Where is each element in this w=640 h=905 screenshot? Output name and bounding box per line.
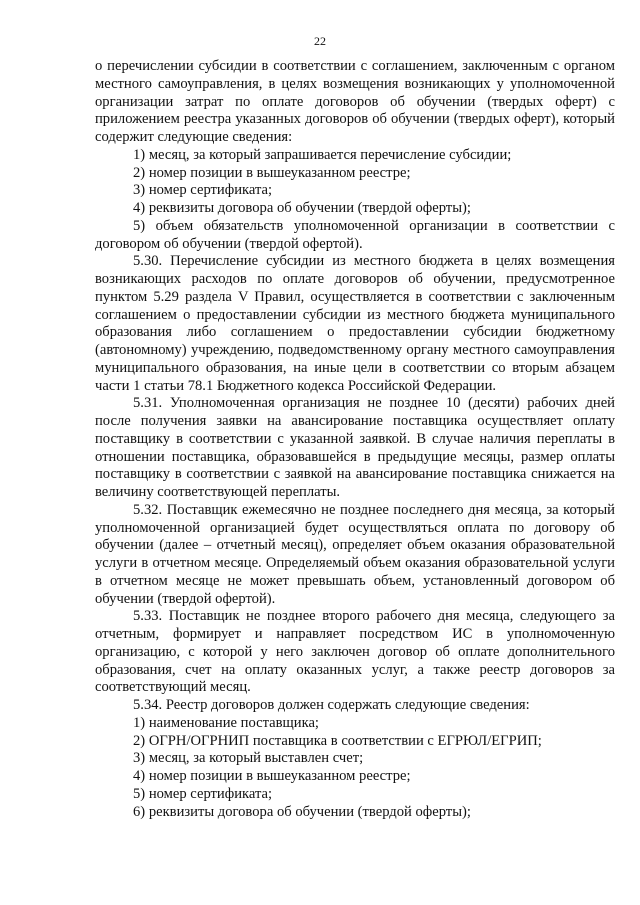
list-item-text: месяц, за который запрашивается перечисление субсидии;	[145, 146, 512, 163]
list-item	[95, 786, 615, 804]
list-item-number: 3)	[133, 182, 146, 199]
list-item-number: 4)	[133, 768, 146, 784]
list-item	[95, 147, 615, 165]
list-item	[95, 715, 615, 733]
list-item-text: номер позиции в вышеуказанном реестре;	[145, 164, 411, 181]
paragraph-5-30: 5.30. Перечисление субсидии из местного бюджета в целях возмещения возникающих расходов по оплате договоров об обучении, предусмотренное пунктом 5.29 раздела V Правил, осуществляется в соответствии с заключенным соглашением о предоставлении субсидии из местного бюджета муниципального образования либо соглашением о предоставлении субсидии бюджетному (автономному) учреждению, подведомственному органу местного самоуправления муниципального образования, на иные цели в соответствии со вторым абзацем части 1 статьи 78.1 Бюджетного кодекса Российской Федерации.	[95, 253, 615, 394]
list-item-number: 1)	[133, 146, 146, 163]
list-item	[95, 165, 615, 183]
list-item-number: 5)	[133, 217, 146, 234]
list-item-text: номер сертификата;	[145, 182, 273, 199]
list-item-text: номер позиции в вышеуказанном реестре;	[145, 768, 411, 784]
list-item	[95, 804, 615, 822]
list-item-text: наименование поставщика;	[145, 714, 319, 731]
list-item-number: 5)	[133, 785, 146, 802]
list-item	[95, 750, 615, 768]
list-item	[95, 218, 615, 254]
list-item-text: реквизиты договора об обучении (твердой оферты);	[145, 803, 471, 820]
paragraph-5-34: 5.34. Реестр договоров должен содержать следующие сведения:	[133, 697, 530, 713]
subsidy-request-list	[95, 147, 615, 254]
list-item	[95, 200, 615, 218]
list-item	[95, 733, 615, 751]
list-item-text: объем обязательств уполномоченной организации в соответствии с договором об обучении (твердой офертой).	[95, 217, 615, 252]
list-item-text: месяц, за который выставлен счет;	[145, 750, 364, 767]
list-item-text: ОГРН/ОГРНИП поставщика в соответствии с ЕГРЮЛ/ЕГРИП;	[145, 732, 542, 749]
list-item	[95, 182, 615, 200]
paragraph-5-33: 5.33. Поставщик не позднее второго рабочего дня месяца, следующего за отчетным, формирует и направляет посредством ИС в уполномоченную организацию, с которой у него заключен договор об оплате дополнительного образования, счет на оплату оказанных услуг, а также реестр договоров за соответствующий месяц.	[95, 608, 615, 696]
paragraph-5-31: 5.31. Уполномоченная организация не позднее 10 (десяти) рабочих дней после получения заявки на авансирование поставщика осуществляет оплату поставщику в соответствии с указанной заявкой. В случае наличия переплаты в отношении поставщика, образовавшейся в предыдущие месяцы, размер оплаты поставщику в соответствии с заявкой на авансирование поставщика снижается на величину соответствующей переплаты.	[95, 395, 615, 500]
list-item-number: 1)	[133, 714, 146, 731]
paragraph-5-32: 5.32. Поставщик ежемесячно не позднее последнего дня месяца, за который уполномоченной организацией будет осуществляться оплата по договору об обучении (далее – отчетный месяц), определяет объем оказания образовательной услуги в отчетном месяце. Определяемый объем оказания образовательной услуги в отчетном месяце не может превышать объем, установленный договором об обучении (твердой офертой).	[95, 501, 615, 607]
list-item-number: 4)	[133, 200, 146, 216]
intro-paragraph: о перечислении субсидии в соответствии с соглашением, заключенным с органом местного самоуправления, в целях возмещения возникающих у уполномоченной организации затрат по оплате договоров об обучении (твердых оферт) с приложением реестра указанных договоров об обучении (твердых оферт), который содержит следующие сведения:	[95, 58, 615, 145]
document-body	[95, 58, 615, 821]
list-item-number: 3)	[133, 750, 146, 767]
list-item-text: реквизиты договора об обучении (твердой оферты);	[145, 200, 471, 216]
registry-contents-list	[95, 715, 615, 822]
page-number: 22	[314, 34, 326, 48]
list-item-number: 2)	[133, 732, 146, 749]
list-item-number: 6)	[133, 803, 146, 820]
list-item-text: номер сертификата;	[145, 785, 273, 802]
list-item	[95, 768, 615, 786]
list-item-number: 2)	[133, 164, 146, 181]
